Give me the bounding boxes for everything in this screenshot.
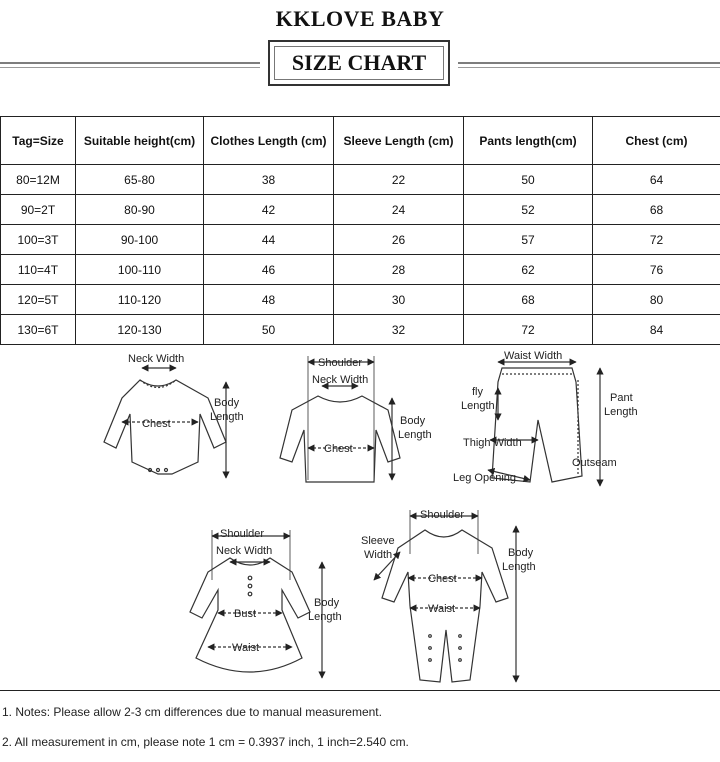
- table-cell: 80: [593, 285, 720, 315]
- table-row: [1, 315, 720, 345]
- label-neck-width: Neck Width: [128, 353, 185, 365]
- table-cell: 72: [593, 225, 720, 255]
- table-cell: 57: [464, 225, 593, 255]
- label-shoulder: Shoulder: [318, 357, 363, 369]
- label-outseam: Outseam: [572, 457, 617, 469]
- header-cell: Tag=Size: [1, 117, 76, 165]
- table-cell: 28: [334, 255, 464, 285]
- label-length: Length: [461, 400, 495, 412]
- table-cell: 68: [464, 285, 593, 315]
- table-cell: 50: [464, 165, 593, 195]
- table-row: [1, 255, 720, 285]
- table-cell: 38: [204, 165, 334, 195]
- label-sleeve: Sleeve: [361, 535, 395, 547]
- table-header-row: [1, 117, 720, 165]
- header-cell: Sleeve Length (cm): [334, 117, 464, 165]
- table-cell: 100=3T: [1, 225, 76, 255]
- label-bust: Bust: [234, 608, 257, 620]
- title-rule-right: [458, 62, 720, 64]
- table-cell: 50: [204, 315, 334, 345]
- table-cell: 65-80: [76, 165, 204, 195]
- table-cell: 52: [464, 195, 593, 225]
- table-cell: 48: [204, 285, 334, 315]
- title-rule-left: [0, 62, 260, 64]
- label-fly: fly: [472, 386, 483, 398]
- label-waist: Waist: [232, 642, 260, 654]
- label-length: Length: [210, 411, 244, 423]
- label-body: Body: [214, 397, 240, 409]
- table-cell: 110-120: [76, 285, 204, 315]
- header-cell: Chest (cm): [593, 117, 720, 165]
- notes-divider: [0, 690, 720, 691]
- label-body: Body: [314, 597, 340, 609]
- label-neck-width: Neck Width: [216, 545, 273, 557]
- table-cell: 90=2T: [1, 195, 76, 225]
- table-cell: 130=6T: [1, 315, 76, 345]
- label-waist: Waist: [428, 603, 456, 615]
- table-cell: 62: [464, 255, 593, 285]
- label-pant: Pant: [610, 392, 633, 404]
- title-box: [268, 40, 450, 86]
- label-leg-opening: Leg Opening: [453, 472, 516, 484]
- measurement-diagrams: [0, 345, 720, 689]
- table-cell: 110=4T: [1, 255, 76, 285]
- page-title: SIZE CHART: [274, 46, 444, 80]
- romper-diagram: [374, 510, 516, 682]
- table-row: [1, 195, 720, 225]
- table-cell: 84: [593, 315, 720, 345]
- size-table: [0, 116, 720, 345]
- label-shoulder: Shoulder: [420, 509, 465, 521]
- label-chest: Chest: [428, 573, 457, 585]
- table-cell: 72: [464, 315, 593, 345]
- table-cell: 26: [334, 225, 464, 255]
- table-cell: 44: [204, 225, 334, 255]
- label-chest: Chest: [142, 418, 171, 430]
- table-cell: 42: [204, 195, 334, 225]
- label-neck-width: Neck Width: [312, 374, 369, 386]
- table-cell: 90-100: [76, 225, 204, 255]
- table-cell: 100-110: [76, 255, 204, 285]
- table-cell: 22: [334, 165, 464, 195]
- table-cell: 46: [204, 255, 334, 285]
- table-cell: 64: [593, 165, 720, 195]
- table-cell: 32: [334, 315, 464, 345]
- table-cell: 24: [334, 195, 464, 225]
- label-width: Width: [364, 549, 393, 561]
- label-body: Body: [400, 415, 426, 427]
- label-chest: Chest: [324, 443, 353, 455]
- table-row: [1, 285, 720, 315]
- table-row: [1, 225, 720, 255]
- title-rule-left-2: [0, 67, 260, 68]
- label-thigh-width: Thigh Width: [463, 437, 522, 449]
- table-cell: 120-130: [76, 315, 204, 345]
- note-1: 1. Notes: Please allow 2-3 cm differences due to manual measurement.: [2, 705, 382, 719]
- label-waist-width: Waist Width: [504, 350, 563, 362]
- table-cell: 80-90: [76, 195, 204, 225]
- table-cell: 76: [593, 255, 720, 285]
- title-rule-right-2: [458, 67, 720, 68]
- header-cell: Pants length(cm): [464, 117, 593, 165]
- header-cell: Suitable height(cm): [76, 117, 204, 165]
- header-cell: Clothes Length (cm): [204, 117, 334, 165]
- label-shoulder: Shoulder: [220, 528, 265, 540]
- table-cell: 68: [593, 195, 720, 225]
- label-length: Length: [398, 429, 432, 441]
- table-cell: 30: [334, 285, 464, 315]
- label-length: Length: [308, 611, 342, 623]
- table-row: [1, 165, 720, 195]
- label-body: Body: [508, 547, 534, 559]
- label-length: Length: [502, 561, 536, 573]
- label-pant-length: Length: [604, 406, 638, 418]
- note-2: 2. All measurement in cm, please note 1 cm = 0.3937 inch, 1 inch=2.540 cm.: [2, 735, 409, 749]
- table-cell: 120=5T: [1, 285, 76, 315]
- brand-name: KKLOVE BABY: [275, 6, 445, 31]
- table-cell: 80=12M: [1, 165, 76, 195]
